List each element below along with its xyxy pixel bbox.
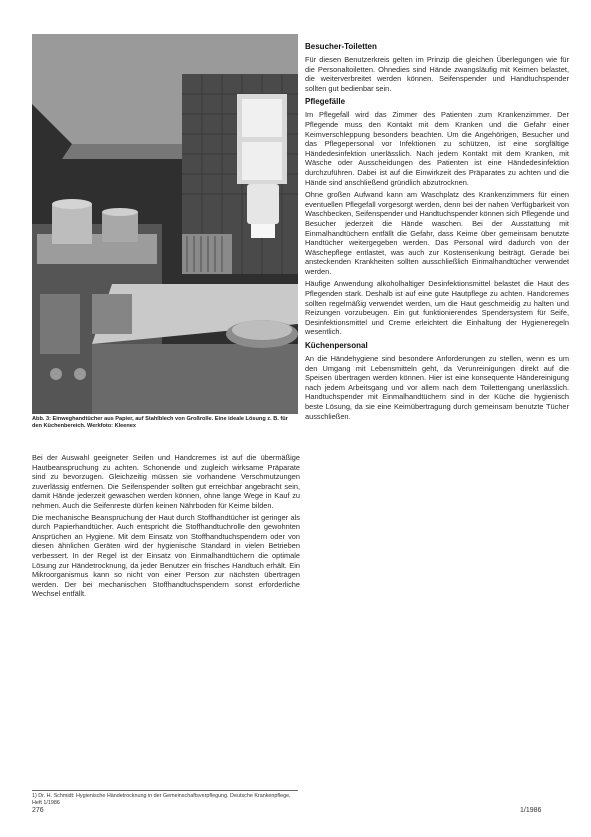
kitchen-photo bbox=[32, 34, 298, 414]
section-heading: Küchenpersonal bbox=[305, 341, 368, 351]
issue-label: 1/1986 bbox=[520, 807, 542, 814]
left-paragraph: Bei der Auswahl geeigneter Seifen und Handcremes ist auf die übermäßige Hautbeanspruchung zu achten. Schonende und zugleich wirksame Präparate sind zu bevorzugen. Gleichzeitig müssen sie vorhandene Verschmutzungen zuverlässig entfernen. Die Seifenspender sollten gut erreichbar angebracht sein, damit Hände jederzeit gewaschen werden können, ohne lange Wege in Kauf zu nehmen. Auch die Seifenreste dürfen keinen Nährboden für Keime bilden. bbox=[32, 453, 300, 510]
left-paragraph: Die mechanische Beanspruchung der Haut durch Stoffhandtücher ist geringer als durch Papierhandtücher. Auch entspricht die Stoffhandtuchrolle den gewohnten Ansprüchen an Hygiene. Mit dem Einsatz von Stoffhandtuchspendern oder von diesen ähnlichen Geräten wird der hygienische Standard in vielen Betrieben verbessert. In der Regel ist der Einsatz von Einmalhandtüchern die optimale Lösung zur Händetrocknung, da jeder Benutzer ein frisches Handtuch erhält. Ein Mikroorganismus kann so nicht von einer Person zur nächsten übertragen werden. Der bei mechanischen Stoffhandtuchspendern sonst erforderliche Wechsel entfällt. bbox=[32, 512, 300, 599]
section-paragraph: Häufige Anwendung alkoholhaltiger Desinfektionsmittel belastet die Haut des Pflegenden stark. Deshalb ist auf eine gute Hautpflege zu achten. Handcremes sollten regelmäßig verwendet werden, um die Haut geschmeidig zu halten und Reizungen vorzubeugen. Ein gut funktionierendes Spendersystem für Seife, Desinfektionsmittel und Creme erleichtert die Einhaltung der Hygieneregeln wesentlich. bbox=[305, 279, 569, 337]
section-paragraph: Ohne großen Aufwand kann am Waschplatz des Krankenzimmers für einen eventuellen Pflegefall vorgesorgt werden, denn bei der nahen Verfügbarkeit von Waschbecken, Seifenspender und Handtuchspender können sich Pflegende und Besucher jederzeit die Hände waschen. Bei der Ausstattung mit Einmalhandtüchern entfällt die Gefahr, dass Keime über gemeinsam benutzte Handtücher weitergegeben werden. Das Personal wird dadurch von der Wäschepflege entlastet, was auch zur Kostensenkung beiträgt. Gerade bei ansteckenden Krankheiten sollten ausschließlich Einmalhandtücher verwendet werden. bbox=[305, 190, 569, 276]
footnote: 1) Dr. H. Schmidt: Hygienische Händetrocknung in der Gemeinschaftsverpflegung. Deutsche Krankenpflege, Heft 1/1986 bbox=[32, 790, 298, 806]
section-kuechenpersonal bbox=[305, 341, 569, 421]
left-column-text bbox=[32, 453, 300, 601]
section-paragraph: Im Pflegefall wird das Zimmer des Patienten zum Krankenzimmer. Der Pflegende muss den Kontakt mit dem Kranken und die Gefahr einer Keimverschleppung besonders beachten. Um die Angehörigen, Besucher und das Pflegepersonal vor Infektionen zu schützen, ist eine sorgfältige Händedesinfektion unerlässlich. Nach jedem Kontakt mit dem Kranken, mit Wäsche oder Ausscheidungen des Patienten ist eine Händedesinfektion durchzuführen. Dabei ist auf die Einwirkzeit des Präparates zu achten und die Hände sind anschließend gründlich abzutrocknen. bbox=[305, 110, 569, 187]
section-paragraph: Für diesen Benutzerkreis gelten im Prinzip die gleichen Überlegungen wie für die Personaltoiletten. Ohnedies sind Hände zwangsläufig mit Keimen belastet, die weiterverbreitet werden können. Seifenspender und Handtuchspender sollten gut bedienbar sein. bbox=[305, 55, 569, 93]
section-paragraph: An die Händehygiene sind besondere Anforderungen zu stellen, wenn es um den Umgang mit Lebensmitteln geht, da Verunreinigungen direkt auf die Speisen übertragen werden können. Hier ist eine konsequente Händereinigung nach jedem Arbeitsgang und vor allem nach dem Toilettengang unerlässlich. Handtuchspender mit Einmalhandtüchern sind in der Küche die hygienisch beste Lösung, da sie eine Keimübertragung durch gemeinsam benutzte Tücher ausschließen. bbox=[305, 354, 569, 421]
section-pflegefaelle bbox=[305, 97, 569, 337]
page-number: 276 bbox=[32, 807, 44, 814]
figure-caption: Abb. 3: Einweghandtücher aus Papier, auf Stahlblech von Großrolle. Eine ideale Lösung z. B. für den Küchenbereich. Werkfoto: Kleenex bbox=[32, 416, 288, 429]
kitchen-photo-illustration bbox=[32, 34, 298, 414]
section-heading: Besucher-Toiletten bbox=[305, 42, 377, 51]
section-heading: Pflegefälle bbox=[305, 97, 346, 107]
section-besucher bbox=[305, 42, 569, 93]
right-column-text bbox=[305, 42, 569, 425]
